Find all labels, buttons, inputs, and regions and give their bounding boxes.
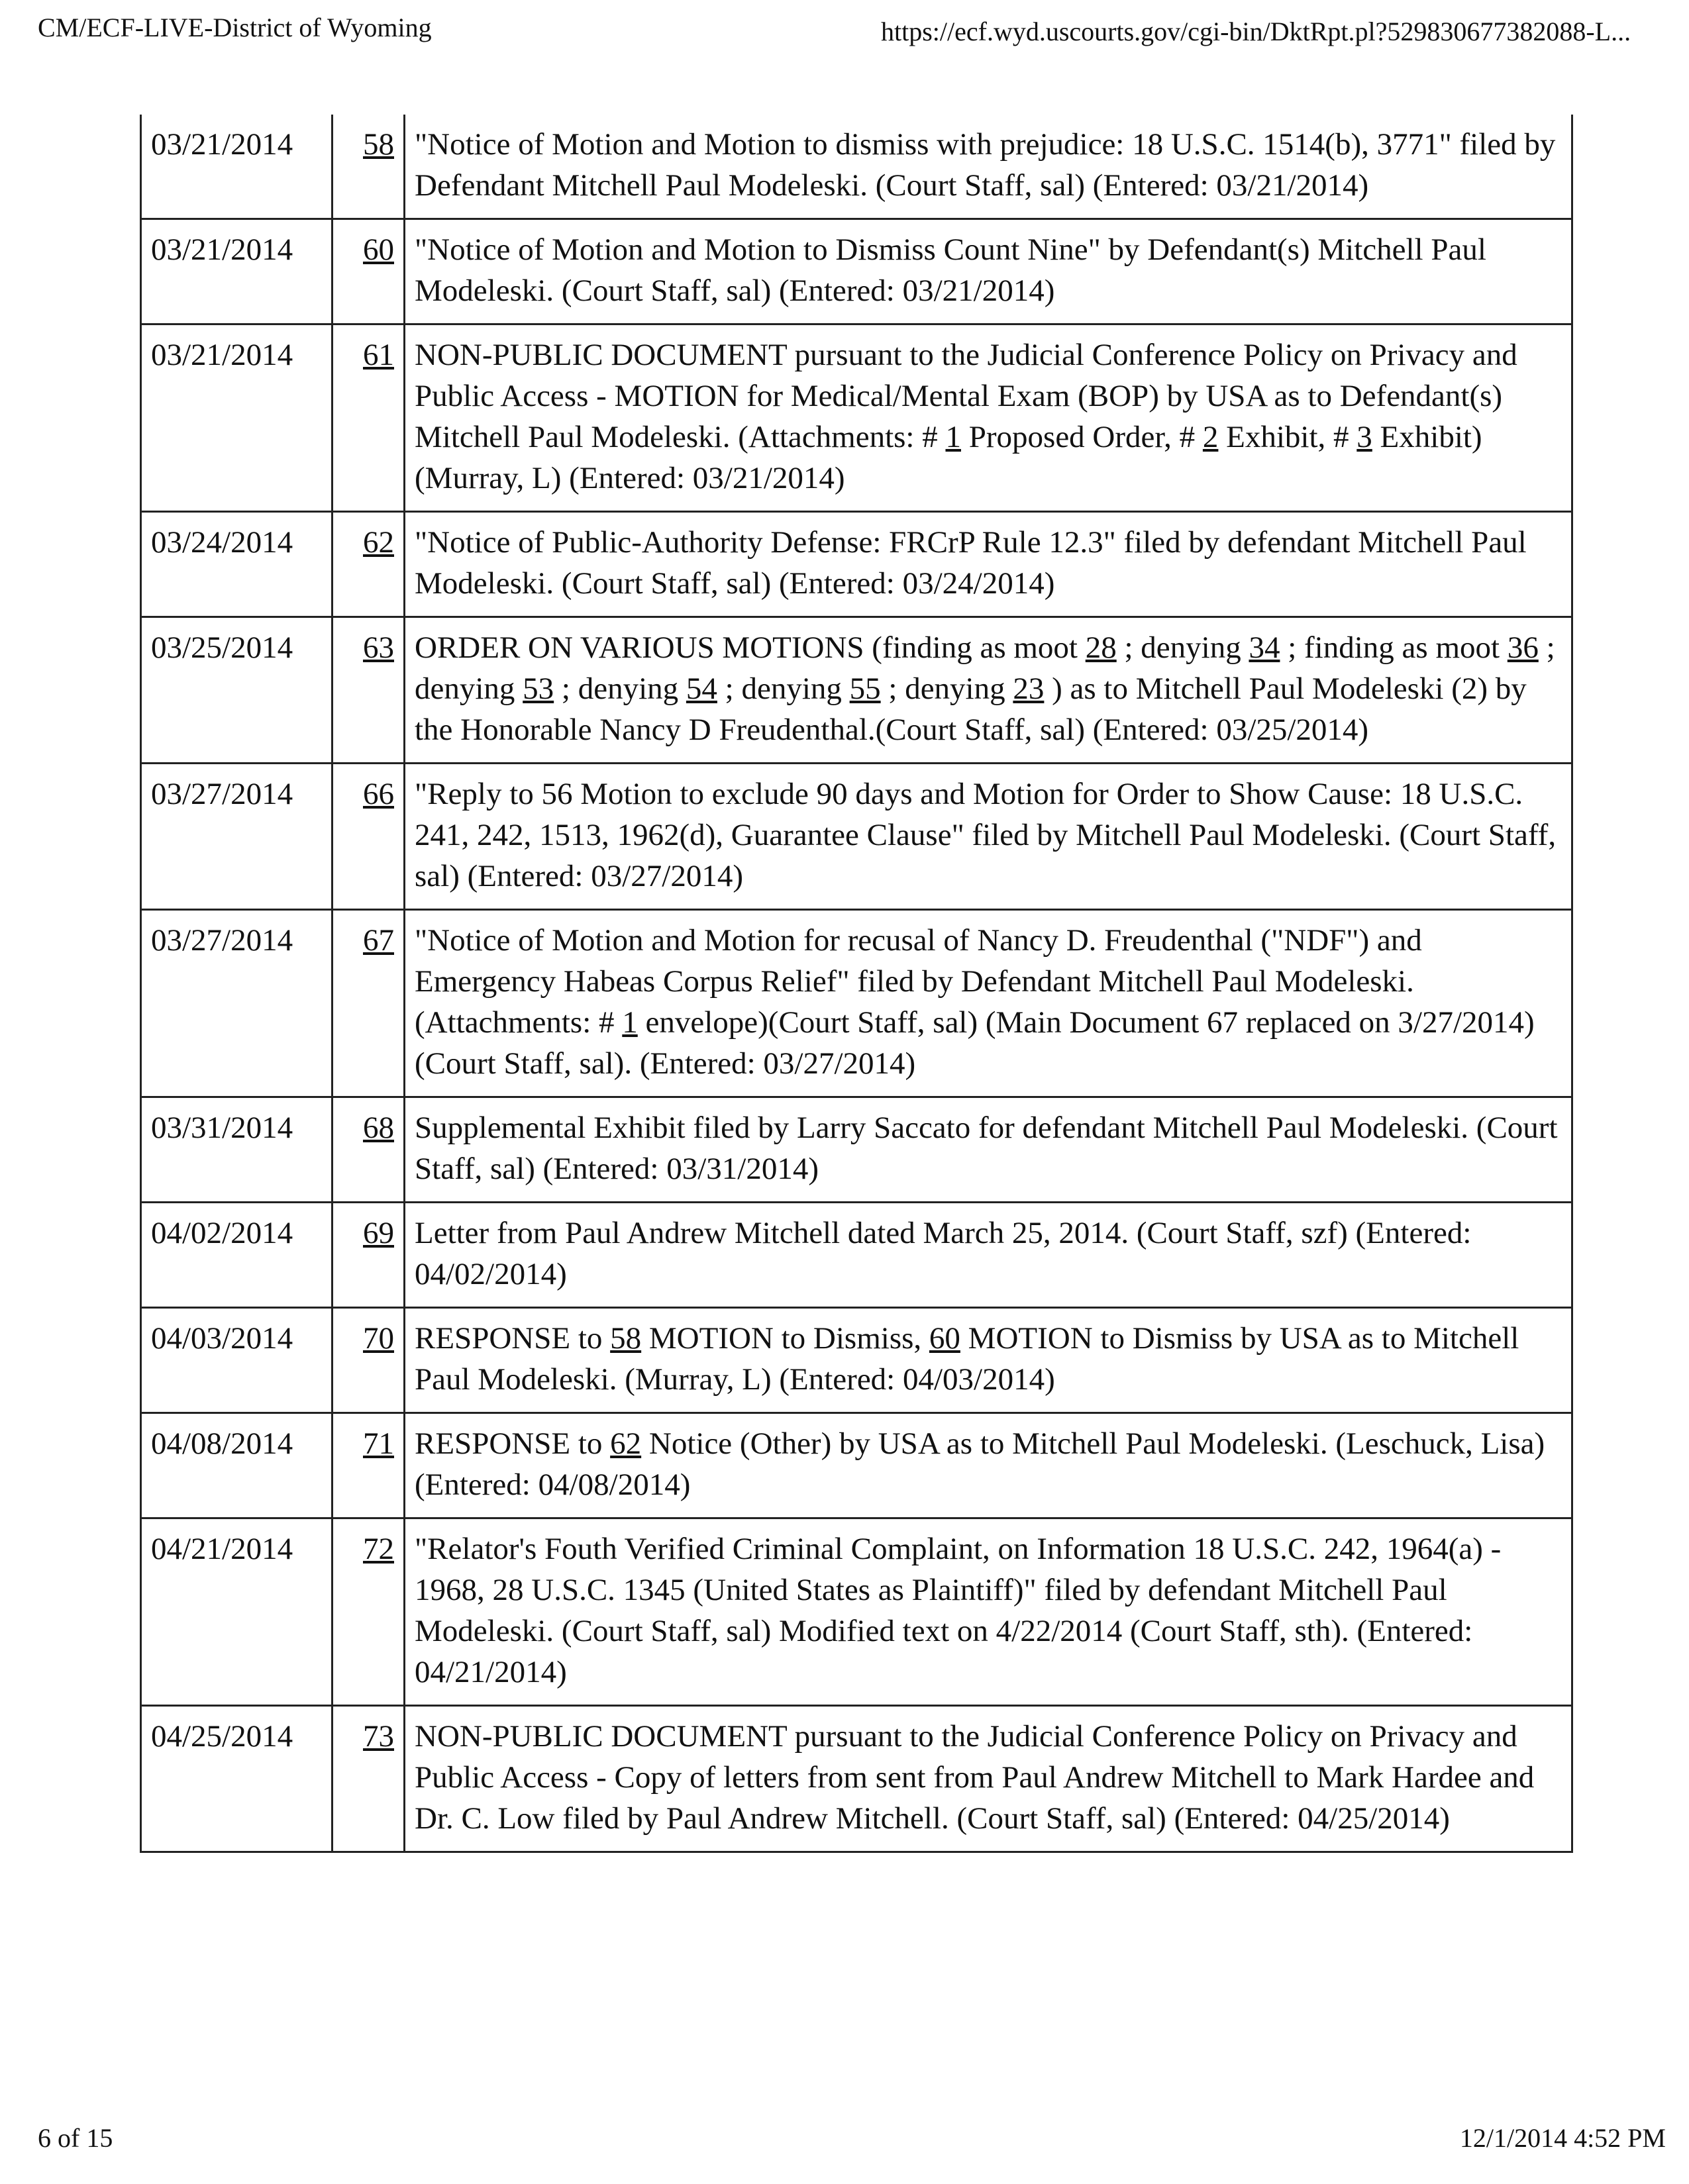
entry-number-cell [333, 1413, 405, 1518]
entry-number-cell [333, 1308, 405, 1413]
entry-description [405, 764, 1572, 910]
docket-entry-row [141, 1518, 1572, 1706]
entry-description [405, 1203, 1572, 1308]
description-text: "Notice of Motion and Motion to Dismiss Count Nine" by Defendant(s) Mitchell Paul Modeleski. (Court Staff, sal) (Entered: 03/21/2014) [415, 232, 1486, 308]
printed-timestamp: 12/1/2014 4:52 PM [1459, 2123, 1666, 2153]
description-text: "Relator's Fouth Verified Criminal Complaint, on Information 18 U.S.C. 242, 1964(a) - 1968, 28 U.S.C. 1345 (United States as Plaintiff)" filed by defendant Mitchell Paul Modeleski. (Court Staff, sal) Modified text on 4/22/2014 (Court Staff, sth). (Entered: 04/21/2014) [415, 1532, 1502, 1689]
entry-number-link[interactable]: 66 [363, 777, 394, 811]
entry-description [405, 219, 1572, 324]
description-text: ORDER ON VARIOUS MOTIONS (finding as moot [415, 630, 1086, 665]
description-text: Letter from Paul Andrew Mitchell dated March 25, 2014. (Court Staff, szf) (Entered: 04/02/2014) [415, 1216, 1472, 1291]
entry-description [405, 617, 1572, 764]
entry-description [405, 115, 1572, 219]
description-text: "Notice of Public-Authority Defense: FRCrP Rule 12.3" filed by defendant Mitchell Paul Modeleski. (Court Staff, sal) (Entered: 03/24/2014) [415, 525, 1527, 601]
attachment-link[interactable]: 58 [610, 1321, 642, 1356]
entry-number-link[interactable]: 61 [363, 338, 394, 372]
attachment-link[interactable]: 34 [1249, 630, 1280, 665]
docket-entry-row [141, 1706, 1572, 1852]
entry-date: 04/25/2014 [141, 1706, 333, 1852]
entry-date: 03/21/2014 [141, 324, 333, 512]
entry-description [405, 1413, 1572, 1518]
attachment-link[interactable]: 62 [610, 1426, 642, 1461]
docket-entry-row [141, 1413, 1572, 1518]
description-text: ; denying [415, 630, 1555, 706]
attachment-link[interactable]: 28 [1085, 630, 1117, 665]
entry-description [405, 1097, 1572, 1203]
description-text: Exhibit)(Murray, L) (Entered: 03/21/2014) [415, 420, 1482, 495]
description-text: NON-PUBLIC DOCUMENT pursuant to the Judicial Conference Policy on Privacy and Public Access - Copy of letters from sent from Paul Andrew Mitchell to Mark Hardee and Dr. C. Low filed by Paul Andrew Mitchell. (Court Staff, sal) (Entered: 04/25/2014) [415, 1719, 1535, 1836]
attachment-link[interactable]: 36 [1507, 630, 1539, 665]
entry-number-cell [333, 617, 405, 764]
entry-number-cell [333, 115, 405, 219]
entry-number-cell [333, 219, 405, 324]
entry-description [405, 324, 1572, 512]
entry-number-cell [333, 512, 405, 617]
page-header-title: CM/ECF-LIVE-District of Wyoming [38, 13, 432, 42]
entry-number-link[interactable]: 67 [363, 923, 394, 958]
entry-number-cell [333, 1203, 405, 1308]
description-text: "Reply to 56 Motion to exclude 90 days and Motion for Order to Show Cause: 18 U.S.C. 241, 242, 1513, 1962(d), Guarantee Clause" filed by Mitchell Paul Modeleski. (Court Staff, sal) (Entered: 03/27/2014) [415, 777, 1557, 893]
docket-entry-row [141, 115, 1572, 219]
docket-entry-row [141, 764, 1572, 910]
page-header-url: https://ecf.wyd.uscourts.gov/cgi-bin/DktRpt.pl?529830677382088-L... [881, 17, 1631, 46]
entry-date: 03/31/2014 [141, 1097, 333, 1203]
entry-number-link[interactable]: 58 [363, 127, 394, 162]
page-indicator: 6 of 15 [38, 2123, 113, 2153]
description-text: ; denying [554, 671, 686, 706]
entry-description [405, 1308, 1572, 1413]
entry-description [405, 512, 1572, 617]
entry-number-link[interactable]: 62 [363, 525, 394, 560]
description-text: Notice (Other) by USA as to Mitchell Paul Modeleski. (Leschuck, Lisa) (Entered: 04/08/2014) [415, 1426, 1545, 1502]
description-text: ) as to Mitchell Paul Modeleski (2) by the Honorable Nancy D Freudenthal.(Court Staff, sal) (Entered: 03/25/2014) [415, 671, 1527, 747]
entry-number-link[interactable]: 71 [363, 1426, 394, 1461]
entry-number-link[interactable]: 70 [363, 1321, 394, 1356]
attachment-link[interactable]: 53 [523, 671, 554, 706]
attachment-link[interactable]: 55 [849, 671, 881, 706]
docket-entry-row [141, 617, 1572, 764]
description-text: ; denying [880, 671, 1013, 706]
entry-number-link[interactable]: 60 [363, 232, 394, 267]
entry-date: 03/21/2014 [141, 115, 333, 219]
entry-number-link[interactable]: 69 [363, 1216, 394, 1250]
docket-entry-row [141, 1097, 1572, 1203]
attachment-link[interactable]: 60 [929, 1321, 960, 1356]
entry-date: 03/21/2014 [141, 219, 333, 324]
description-text: MOTION to Dismiss by USA as to Mitchell Paul Modeleski. (Murray, L) (Entered: 04/03/2014) [415, 1321, 1519, 1397]
description-text: NON-PUBLIC DOCUMENT pursuant to the Judicial Conference Policy on Privacy and Public Access - MOTION for Medical/Mental Exam (BOP) by USA as to Defendant(s) Mitchell Paul Modeleski. (Attachments: # [415, 338, 1517, 454]
entry-date: 04/02/2014 [141, 1203, 333, 1308]
entry-description [405, 1518, 1572, 1706]
entry-date: 04/08/2014 [141, 1413, 333, 1518]
entry-number-cell [333, 764, 405, 910]
attachment-link[interactable]: 54 [686, 671, 717, 706]
description-text: ; denying [717, 671, 850, 706]
entry-number-cell [333, 910, 405, 1097]
entry-date: 04/21/2014 [141, 1518, 333, 1706]
entry-number-link[interactable]: 68 [363, 1111, 394, 1145]
docket-entry-row [141, 512, 1572, 617]
description-text: envelope)(Court Staff, sal) (Main Document 67 replaced on 3/27/2014) (Court Staff, sal). (Entered: 03/27/2014) [415, 1005, 1535, 1081]
description-text: MOTION to Dismiss, [641, 1321, 929, 1356]
entry-description [405, 1706, 1572, 1852]
entry-date: 03/27/2014 [141, 764, 333, 910]
entry-number-cell [333, 1097, 405, 1203]
description-text: Exhibit, # [1218, 420, 1357, 454]
attachment-link[interactable]: 1 [622, 1005, 638, 1040]
description-text: "Notice of Motion and Motion to dismiss with prejudice: 18 U.S.C. 1514(b), 3771" filed by Defendant Mitchell Paul Modeleski. (Court Staff, sal) (Entered: 03/21/2014) [415, 127, 1556, 203]
docket-table-body [141, 115, 1572, 1852]
docket-entry-row [141, 1203, 1572, 1308]
docket-entry-row [141, 1308, 1572, 1413]
entry-number-link[interactable]: 73 [363, 1719, 394, 1754]
description-text: ; denying [1116, 630, 1249, 665]
entry-number-cell [333, 1706, 405, 1852]
docket-entry-row [141, 910, 1572, 1097]
attachment-link[interactable]: 2 [1202, 420, 1219, 454]
entry-number-cell [333, 1518, 405, 1706]
entry-date: 03/25/2014 [141, 617, 333, 764]
entry-description [405, 910, 1572, 1097]
description-text: "Notice of Motion and Motion for recusal of Nancy D. Freudenthal ("NDF") and Emergency Habeas Corpus Relief" filed by Defendant Mitchell Paul Modeleski. (Attachments: # [415, 923, 1422, 1040]
docket-entry-row [141, 324, 1572, 512]
docket-table [140, 115, 1573, 1853]
entry-date: 03/27/2014 [141, 910, 333, 1097]
description-text: RESPONSE to [415, 1321, 611, 1356]
entry-date: 04/03/2014 [141, 1308, 333, 1413]
description-text: Supplemental Exhibit filed by Larry Saccato for defendant Mitchell Paul Modeleski. (Court Staff, sal) (Entered: 03/31/2014) [415, 1111, 1558, 1186]
attachment-link[interactable]: 1 [945, 420, 961, 454]
entry-number-cell [333, 324, 405, 512]
description-text: RESPONSE to [415, 1426, 611, 1461]
entry-date: 03/24/2014 [141, 512, 333, 617]
description-text: ; finding as moot [1280, 630, 1508, 665]
entry-number-link[interactable]: 72 [363, 1532, 394, 1566]
entry-number-link[interactable]: 63 [363, 630, 394, 665]
description-text: Proposed Order, # [960, 420, 1203, 454]
attachment-link[interactable]: 3 [1356, 420, 1372, 454]
attachment-link[interactable]: 23 [1013, 671, 1045, 706]
docket-entry-row [141, 219, 1572, 324]
